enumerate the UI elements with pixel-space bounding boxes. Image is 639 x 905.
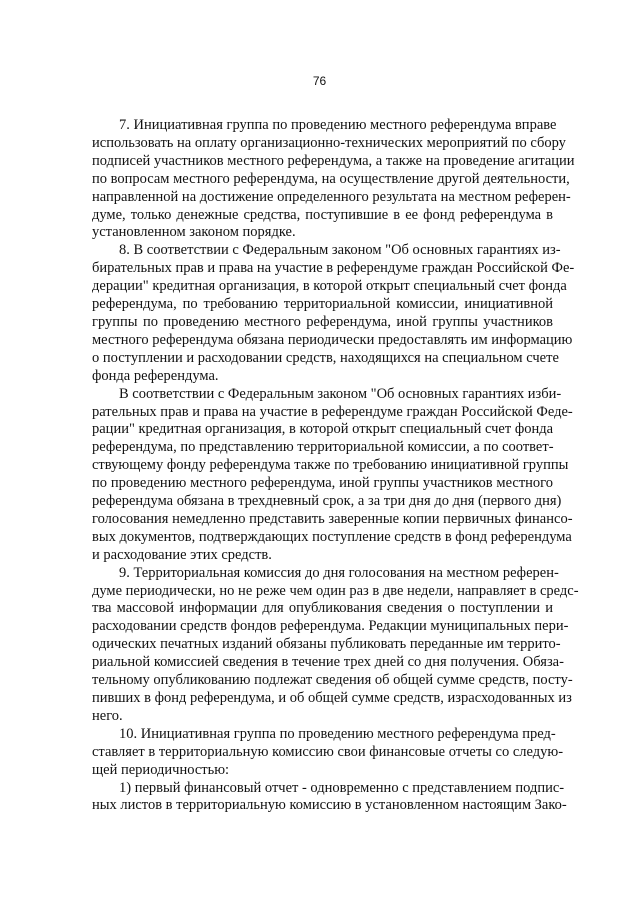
text-line: направленной на достижение определенного результата на местном референ- <box>92 188 571 205</box>
text-line: и расходование этих средств. <box>92 546 272 563</box>
text-line: 10. Инициативная группа по проведению местного референдума пред- <box>119 725 556 742</box>
text-line: рательных прав и права на участие в референдуме граждан Российской Феде- <box>92 403 573 420</box>
text-line: тельному опубликованию подлежат сведения об общей сумме средств, посту- <box>92 672 573 689</box>
text-line: вых документов, подтверждающих поступление средств в фонд референдума <box>92 528 572 545</box>
text-line: него. <box>92 707 123 724</box>
paragraph-10 <box>92 725 564 780</box>
text-line: риальной комиссией сведения в течение трех дней со дня получения. Обяза- <box>92 654 564 671</box>
text-line: дерации" кредитная организация, в которой открыт специальный счет фонда <box>92 278 567 295</box>
text-line: референдума обязана в трехдневный срок, а за три дня до дня (первого дня) <box>92 493 562 510</box>
text-line: пивших в фонд референдума, и об общей сумме средств, израсходованных из <box>92 690 572 706</box>
text-line: голосования немедленно представить заверенные копии первичных финансо- <box>92 510 573 527</box>
text-line: группы по проведению местного референдума, иной группы участников <box>92 313 553 330</box>
paragraph-8 <box>92 242 575 385</box>
text-line: установленном законом порядке. <box>92 224 296 241</box>
text-line: по проведению местного референдума, иной группы участников местного <box>92 475 553 492</box>
text-line: ных листов в территориальную комиссию в установленном настоящим Зако- <box>92 797 567 814</box>
text-line: референдума, по представлению территориальной комиссии, а по соответ- <box>92 439 554 456</box>
text-line: думе периодически, но не реже чем один раз в две недели, направляет в средс- <box>92 582 579 599</box>
text-line: 7. Инициативная группа по проведению местного референдума вправе <box>119 117 557 133</box>
page-number: 76 <box>312 74 327 88</box>
paragraph-7 <box>92 117 575 242</box>
text-line: референдума, по требованию территориальной комиссии, инициативной <box>92 296 553 313</box>
text-line: думе, только денежные средства, поступившие в ее фонд референдума в <box>92 206 553 223</box>
paragraph-8-continued <box>92 385 573 565</box>
text-line: щей периодичностью: <box>92 761 230 778</box>
document-body <box>92 117 579 815</box>
text-line: ствующему фонду референдума также по требованию инициативной группы <box>92 457 569 474</box>
paragraph-10-item-1 <box>92 779 567 816</box>
text-line: В соответствии с Федеральным законом "Об основных гарантиях изби- <box>119 385 562 402</box>
text-line: 8. В соответствии с Федеральным законом "Об основных гарантиях из- <box>119 242 561 259</box>
text-line: по вопросам местного референдума, на осуществление другой деятельности, <box>92 170 570 187</box>
text-line: тва массовой информации для опубликования сведения о поступлении и <box>92 600 553 617</box>
text-line: ставляет в территориальную комиссию свои финансовые отчеты со следую- <box>92 743 564 760</box>
text-line: фонда референдума. <box>92 367 219 384</box>
text-line: рации" кредитная организация, в которой открыт специальный счет фонда <box>92 421 554 438</box>
text-line: 1) первый финансовый отчет - одновременно с представлением подпис- <box>119 779 565 796</box>
text-line: о поступлении и расходовании средств, находящихся на специальном счете <box>92 349 559 366</box>
paragraph-9 <box>92 564 579 726</box>
text-line: 9. Территориальная комиссия до дня голосования на местном референ- <box>119 564 559 581</box>
text-line: расходовании средств фондов референдума. Редакции муниципальных пери- <box>92 618 569 635</box>
text-line: одических печатных изданий обязаны публиковать переданные им террито- <box>92 636 561 653</box>
text-line: использовать на оплату организационно-технических мероприятий по сбору <box>92 134 566 151</box>
text-line: подписей участников местного референдума, а также на проведение агитации <box>92 152 575 169</box>
text-line: бирательных прав и права на участие в референдуме граждан Российской Фе- <box>92 260 575 277</box>
text-line: местного референдума обязана периодически предоставлять им информацию <box>92 331 573 348</box>
